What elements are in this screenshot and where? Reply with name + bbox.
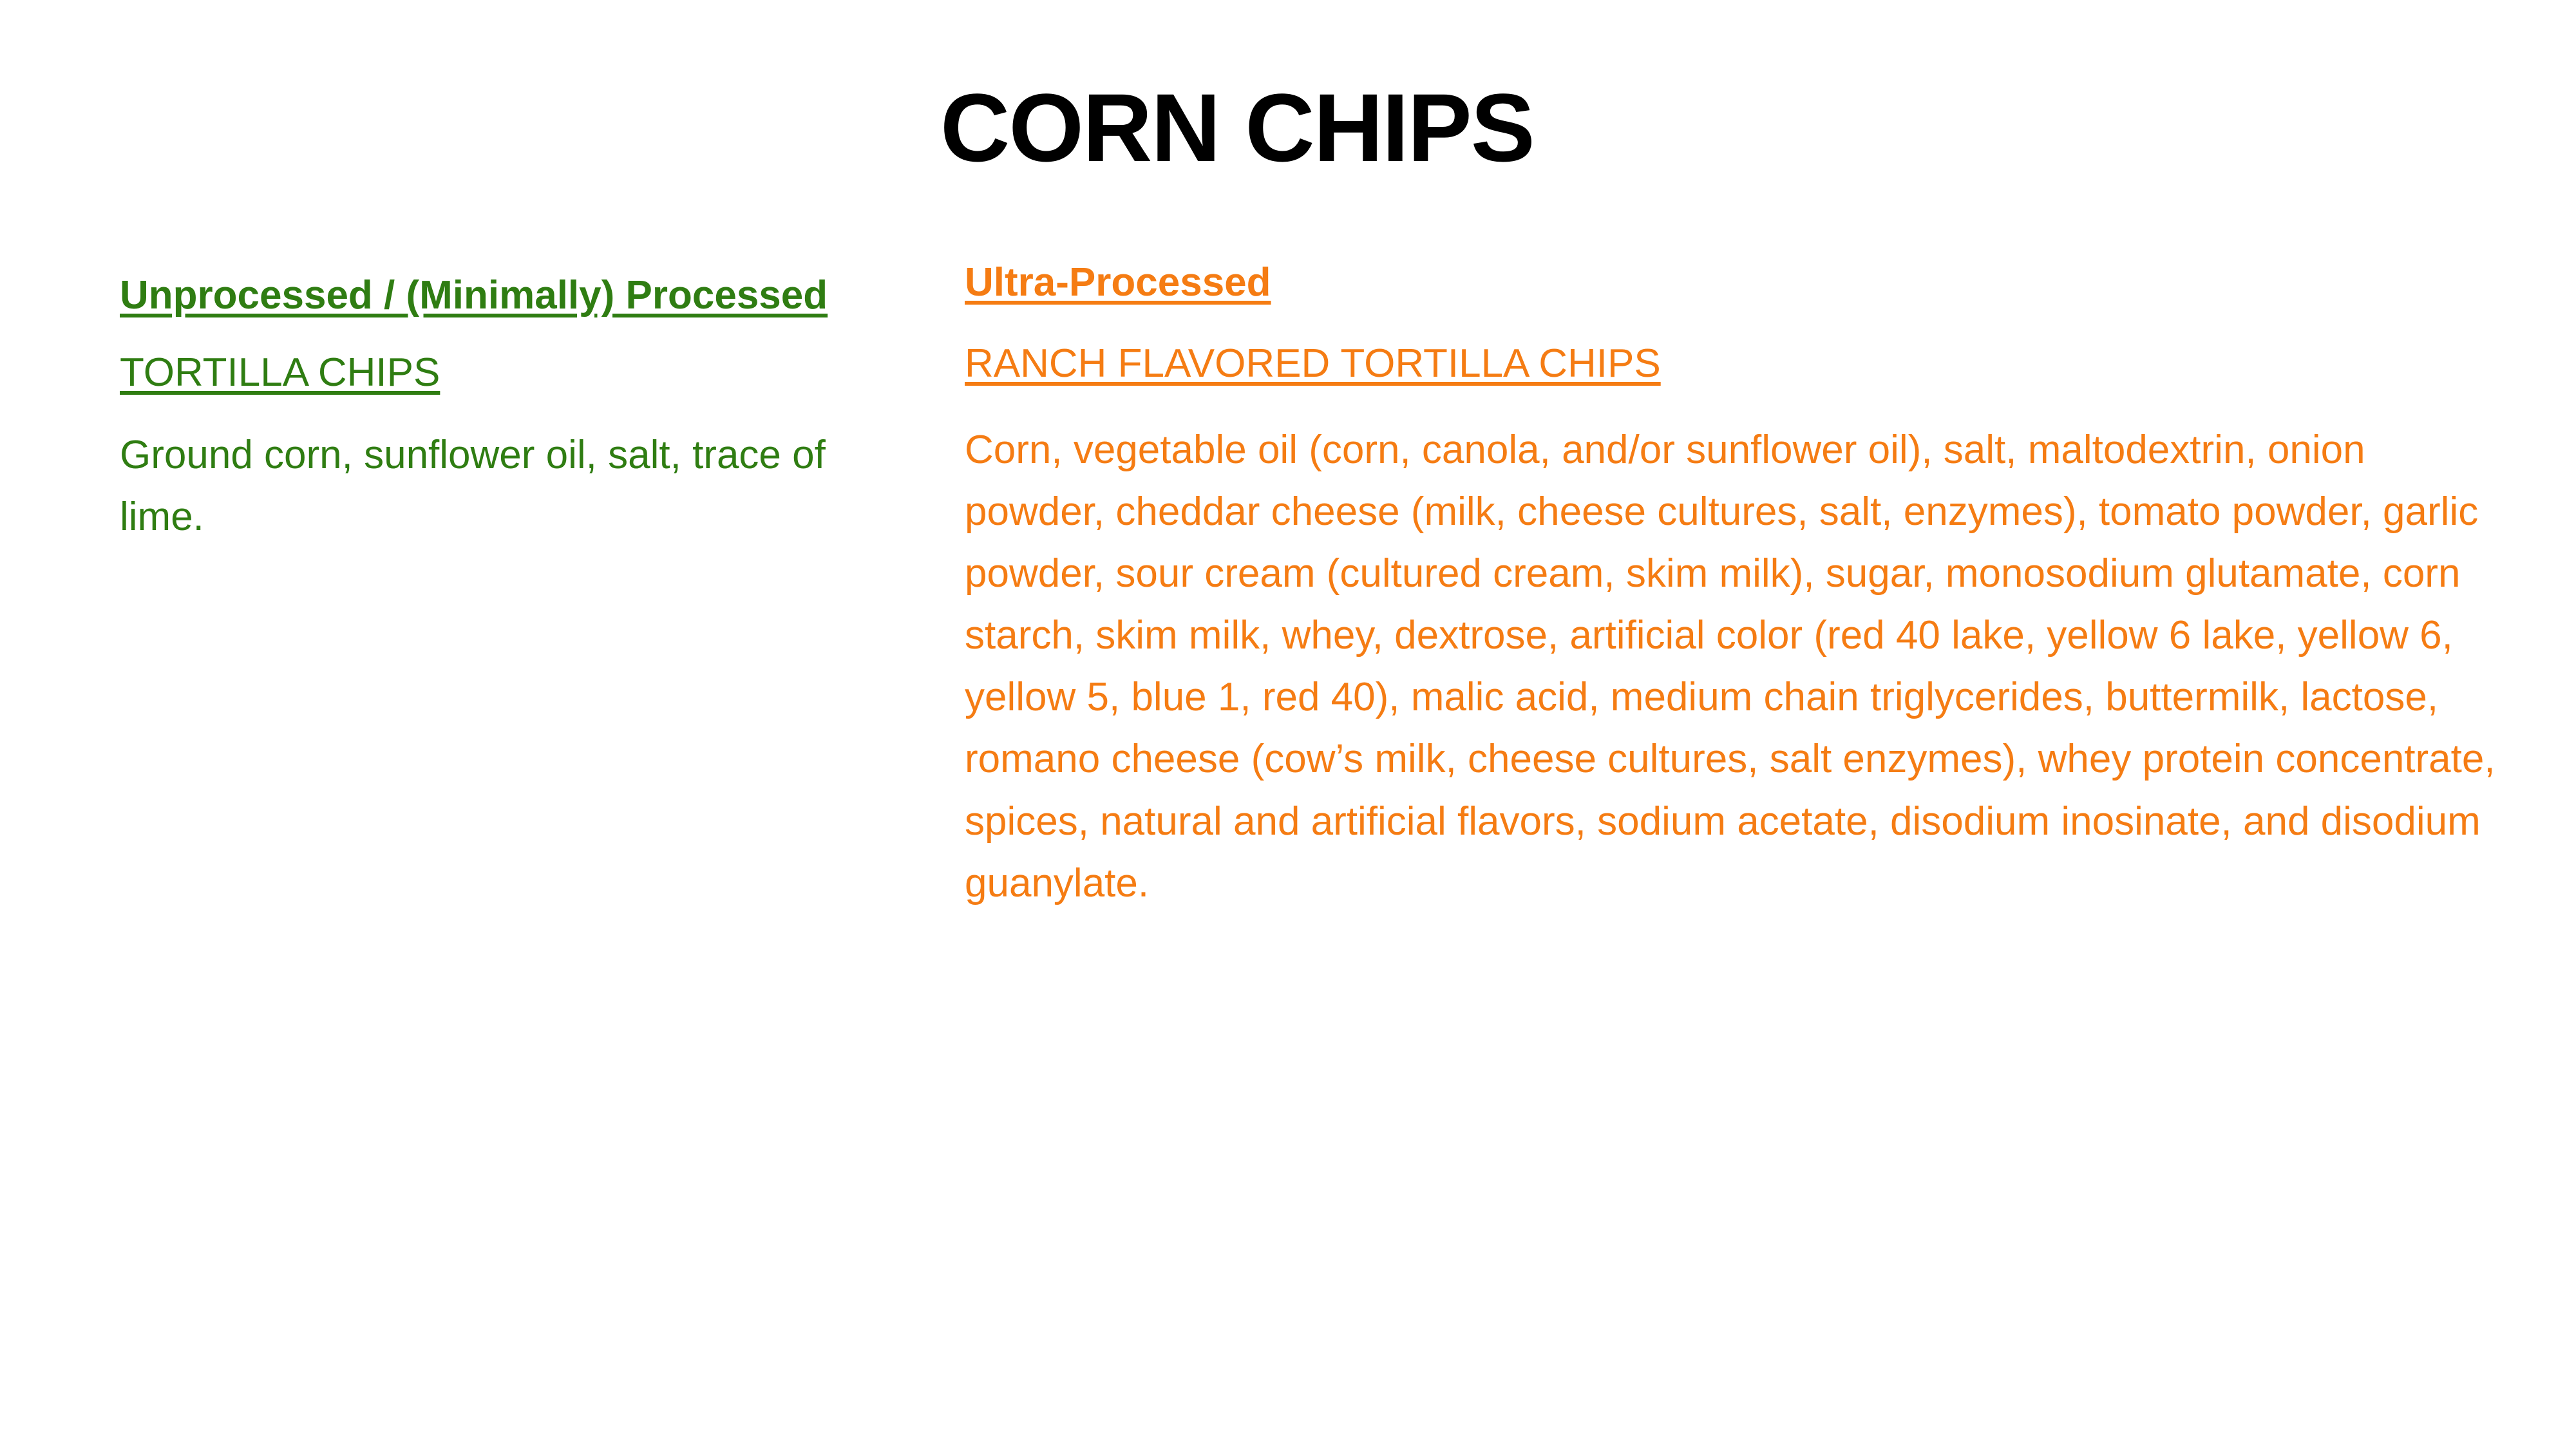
ultra-processed-product-name: RANCH FLAVORED TORTILLA CHIPS — [965, 341, 1661, 386]
unprocessed-ingredients-list: Ground corn, sunflower oil, salt, trace of lime. — [120, 433, 826, 540]
unprocessed-product-name: TORTILLA CHIPS — [120, 350, 440, 395]
unprocessed-column — [120, 270, 848, 548]
ultra-processed-column — [965, 258, 2504, 914]
unprocessed-column-heading: Unprocessed / (Minimally) Processed — [120, 273, 828, 317]
ultra-processed-ingredients-list: Corn, vegetable oil (corn, canola, and/or sunflower oil), salt, maltodextrin, onion powder, cheddar cheese (milk, cheese cultures, salt, enzymes), tomato powder, garlic powder, sour cream (cultured cream, skim milk), sugar, monosodium glutamate, corn starch, skim milk, whey, dextrose, artificial color (red 40 lake, yellow 6 lake, yellow 6, yellow 5, blue 1, red 40), malic acid, medium chain triglycerides, buttermilk, lactose, romano cheese (cow’s milk, cheese cultures, salt enzymes), whey protein concentrate, spices, natural and artificial flavors, sodium acetate, disodium inosinate, and disodium guanylate. — [965, 428, 2496, 905]
page-title: CORN CHIPS — [940, 73, 1534, 182]
ultra-processed-column-heading: Ultra-Processed — [965, 260, 1271, 305]
